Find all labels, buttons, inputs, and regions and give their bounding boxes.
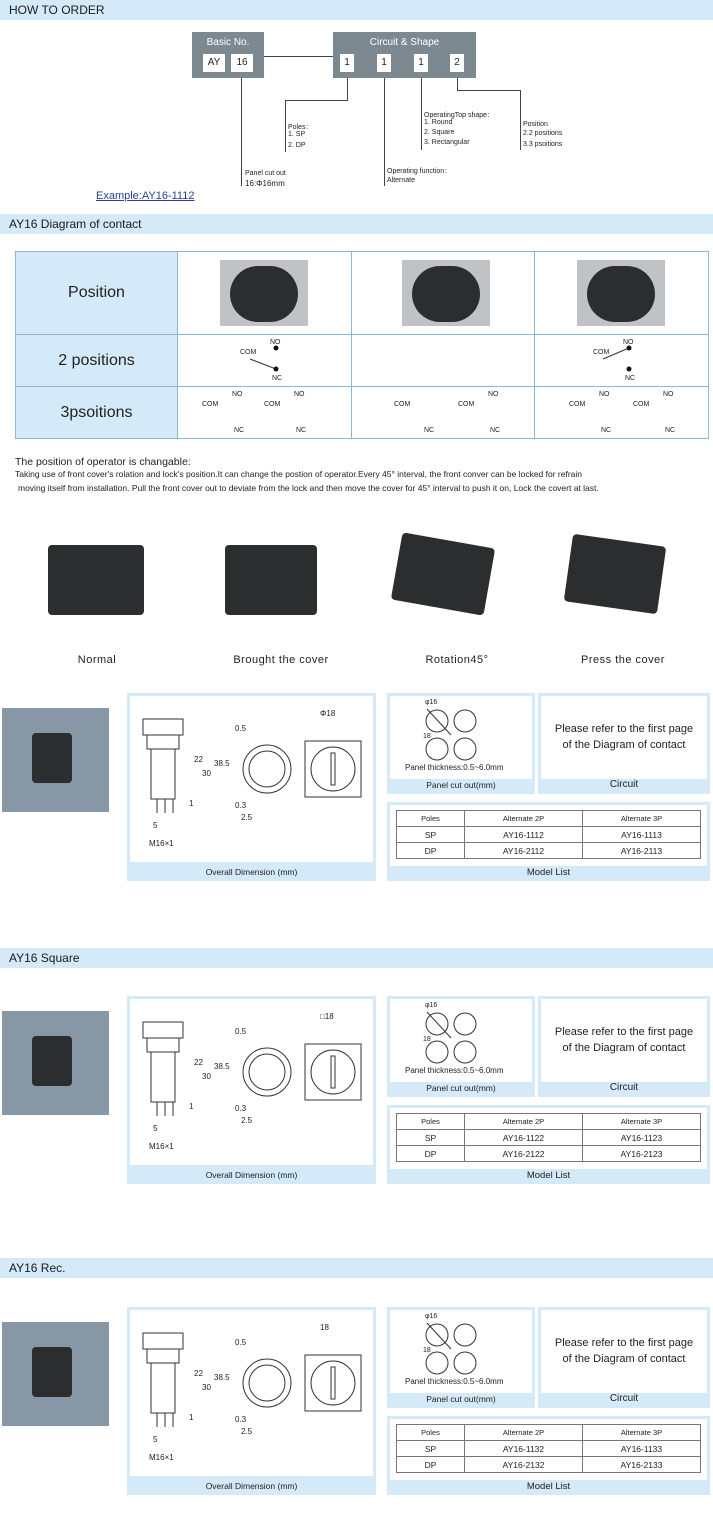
refer-line2-0: of the Diagram of contact — [562, 739, 686, 751]
circuit-frame-2 — [538, 1307, 710, 1408]
refer-line1-0: Please refer to the first page — [554, 723, 694, 735]
panel-title: Panel cut out — [245, 170, 286, 177]
code-poles: 1 — [340, 54, 354, 72]
pos-3: 3.3 psoitions — [523, 141, 563, 148]
refer-line1-1: Please refer to the first page — [554, 1026, 694, 1038]
circuit-caption-1: Circuit — [609, 1082, 639, 1093]
code-16: 16 — [231, 54, 253, 72]
code-function: 1 — [377, 54, 391, 72]
panel-cut-caption-2: Panel cut out(mm) — [426, 1394, 496, 1404]
photo-press — [564, 534, 667, 614]
refer-line1-2: Please refer to the first page — [554, 1337, 694, 1349]
row-position: Position — [16, 252, 178, 335]
model-list-frame-0 — [387, 802, 710, 881]
panel-cut-caption-0: Panel cut out(mm) — [426, 780, 496, 790]
panel-cut-caption-1: Panel cut out(mm) — [426, 1083, 496, 1093]
caption-brought: Brought the cover — [233, 654, 329, 666]
code-ay: AY — [203, 54, 225, 72]
code-shape: 1 — [414, 54, 428, 72]
product-photo-0 — [2, 708, 109, 812]
dimension-frame-0: 22 30 38.5 0.5 0.3 2.5 5 1 M16×1 Φ18 Overall Dimension (mm) — [127, 693, 376, 881]
dimension-frame-2: 22 30 38.5 0.5 0.3 2.5 5 1 M16×1 18 Overall Dimension (mm) — [127, 1307, 376, 1495]
refer-line2-1: of the Diagram of contact — [562, 1042, 686, 1054]
model-table-2: Poles Alternate 2P Alternate 3P SP AY16-1132 AY16-1133 DP AY16-2132 AY16-2133 — [396, 1424, 701, 1473]
shape-rect: 3. Rectangular — [424, 139, 470, 146]
row-2pos: 2 positions — [16, 335, 178, 387]
caption-press: Press the cover — [581, 654, 665, 666]
model-list-caption-0: Model List — [526, 867, 571, 878]
func-value: Alternate — [387, 177, 416, 184]
model-table-0: Poles Alternate 2P Alternate 3P SP AY16-1112 AY16-1113 DP AY16-2112 AY16-2113 — [396, 810, 701, 859]
photo-rotation — [391, 532, 495, 615]
product-photo-2 — [2, 1322, 109, 1426]
circuit-caption-0: Circuit — [609, 779, 639, 790]
circuit-shape-box: Circuit & Shape — [333, 32, 476, 78]
model-list-frame-2 — [387, 1416, 710, 1495]
panel-cut-frame-1: φ16 18 Panel thickness:0.5~6.0mm Panel cut out(mm) — [387, 996, 535, 1097]
key-photo-3 — [577, 260, 665, 326]
panel-cut-frame-0: φ16 18 Panel thickness:0.5~6.0mm Panel cut out(mm) — [387, 693, 535, 794]
caption-rotation: Rotation45° — [425, 654, 489, 666]
pos-2: 2.2 positions — [523, 130, 563, 137]
panel-thickness-0: Panel thickness:0.5~6.0mm — [405, 763, 504, 772]
shape-square: 2. Square — [424, 129, 455, 136]
shape-title: OperatingTop shape： — [424, 112, 495, 119]
panel-cut-frame-2: φ16 18 Panel thickness:0.5~6.0mm Panel cut out(mm) — [387, 1307, 535, 1408]
how-to-order-title: HOW TO ORDER — [0, 0, 713, 20]
product-photo-1 — [2, 1011, 109, 1115]
basic-no-box: Basic No. — [192, 32, 264, 78]
key-photo-1 — [220, 260, 308, 326]
note-line1: Taking use of front cover's rolation and lock's position.It can change the postion of operator.Every 45° interval, the front conver can be locked for refrain — [15, 469, 583, 479]
model-list-caption-1: Model List — [526, 1170, 571, 1181]
func-title: Operating function： — [387, 168, 452, 175]
note-line2: moving itself from installation. Pull the front cover out to deviate from the lock and then move the cover for 45° interval to push it on, Lock the covert at last. — [18, 483, 599, 493]
panel-thickness-2: Panel thickness:0.5~6.0mm — [405, 1377, 504, 1386]
model-list-caption-2: Model List — [526, 1481, 571, 1492]
photo-normal — [48, 545, 144, 615]
key-photo-2 — [402, 260, 490, 326]
pos-title: Position — [523, 121, 548, 128]
model-list-frame-1 — [387, 1105, 710, 1184]
code-position: 2 — [450, 54, 464, 72]
section-title-1: AY16 Square — [0, 948, 713, 968]
poles-title: Poles： — [288, 124, 313, 131]
example-link: Example:AY16-1112 — [96, 190, 195, 202]
poles-sp: 1. SP — [288, 131, 306, 138]
row-3pos: 3psoitions — [16, 387, 178, 439]
poles-dp: 2. DP — [288, 142, 306, 149]
section-title-2: AY16 Rec. — [0, 1258, 713, 1278]
panel-value: 16:Φ16mm — [245, 179, 285, 188]
refer-line2-2: of the Diagram of contact — [562, 1353, 686, 1365]
circuit-caption-2: Circuit — [609, 1393, 639, 1404]
overall-dim-caption-0: Overall Dimension (mm) — [205, 867, 298, 877]
overall-dim-caption-1: Overall Dimension (mm) — [205, 1170, 298, 1180]
panel-thickness-1: Panel thickness:0.5~6.0mm — [405, 1066, 504, 1075]
model-table-1: Poles Alternate 2P Alternate 3P SP AY16-1122 AY16-1123 DP AY16-2122 AY16-2123 — [396, 1113, 701, 1162]
photo-brought — [225, 545, 317, 615]
contact-title: AY16 Diagram of contact — [0, 214, 713, 234]
circuit-frame-0 — [538, 693, 710, 794]
dimension-frame-1: 22 30 38.5 0.5 0.3 2.5 5 1 M16×1 □18 Overall Dimension (mm) — [127, 996, 376, 1184]
circuit-frame-1 — [538, 996, 710, 1097]
overall-dim-caption-2: Overall Dimension (mm) — [205, 1481, 298, 1491]
note-title: The position of operator is changable: — [15, 456, 191, 468]
shape-round: 1. Round — [424, 119, 453, 126]
contact-table: Position 2 positions COM NO NC COM NO NC 3psoitions COM NO NC COM NO NC COM NC COM NO NC COM NO NC COM NO NC — [15, 251, 709, 439]
caption-normal: Normal — [77, 654, 117, 666]
